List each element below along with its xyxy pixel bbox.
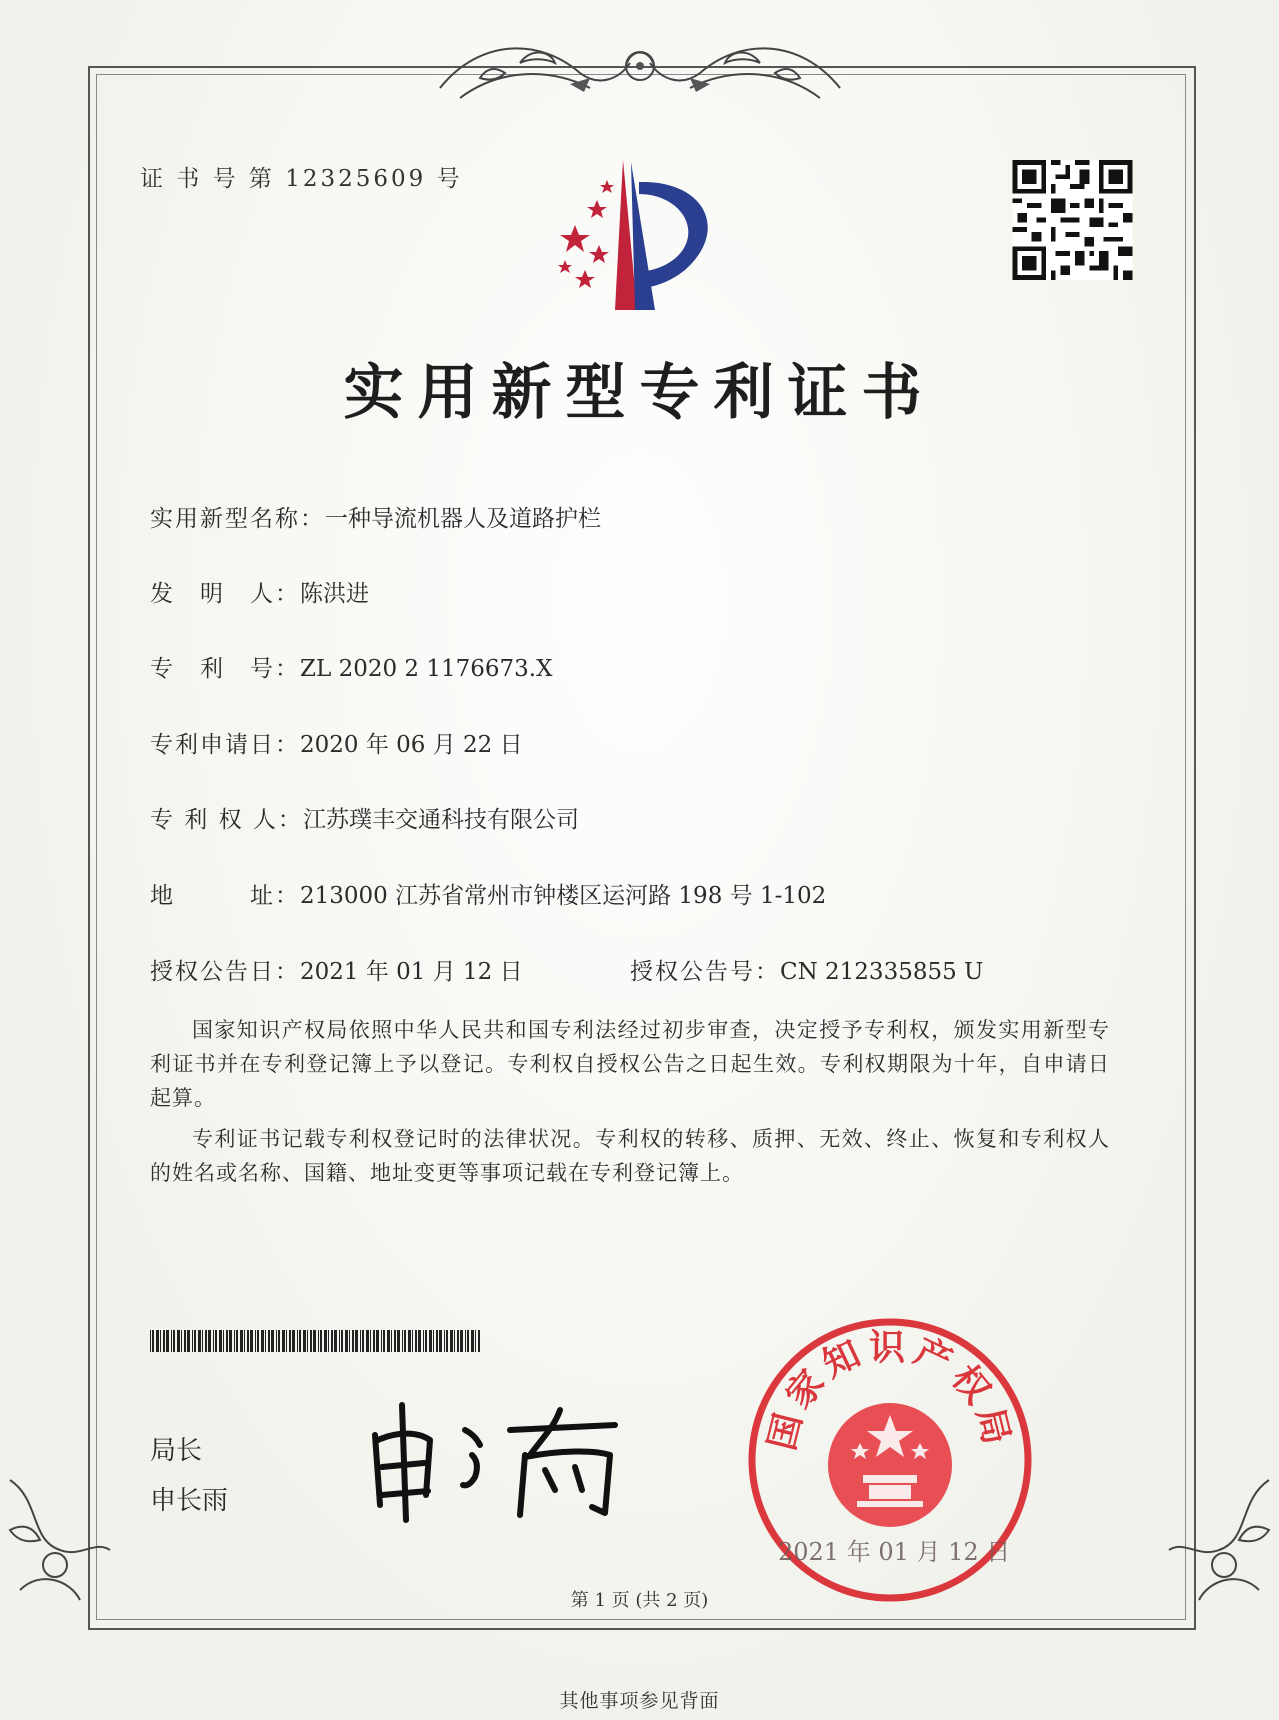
barcode-bar bbox=[177, 1330, 180, 1352]
barcode-bar bbox=[282, 1330, 285, 1352]
barcode-bar bbox=[313, 1330, 316, 1352]
address-value: 213000 江苏省常州市钟楼区运河路 198 号 1-102 bbox=[300, 883, 827, 909]
utility-model-name-row bbox=[150, 500, 601, 533]
barcode-bar bbox=[303, 1330, 306, 1352]
barcode-bar bbox=[286, 1330, 287, 1352]
barcode-bar bbox=[373, 1330, 375, 1352]
barcode-bar bbox=[171, 1330, 172, 1352]
barcode-bar bbox=[215, 1330, 217, 1352]
barcode-bar bbox=[173, 1330, 175, 1352]
barcode-bar bbox=[376, 1330, 379, 1352]
inventor-row bbox=[150, 575, 369, 608]
barcode-bar bbox=[202, 1330, 203, 1352]
barcode-bar bbox=[339, 1330, 340, 1352]
barcode-bar bbox=[255, 1330, 256, 1352]
grant-statement-paragraph: 国家知识产权局依照中华人民共和国专利法经过初步审查，决定授予专利权，颁发实用新型专利证书并在专利登记簿上予以登记。专利权自授权公告之日起生效。专利权期限为十年，自申请日起算。 bbox=[150, 1018, 1110, 1110]
barcode-bar bbox=[471, 1330, 474, 1352]
barcode-bar bbox=[457, 1330, 459, 1352]
barcode-bar bbox=[475, 1330, 476, 1352]
barcode-bar bbox=[433, 1330, 434, 1352]
barcode-bar bbox=[192, 1330, 193, 1352]
patent-number-row bbox=[150, 650, 552, 683]
barcode-bar bbox=[370, 1330, 371, 1352]
barcode-bar bbox=[439, 1330, 442, 1352]
announcement-number-row bbox=[630, 953, 983, 986]
barcode-bar bbox=[208, 1330, 211, 1352]
barcode-bar bbox=[236, 1330, 238, 1352]
barcode-bar bbox=[467, 1330, 469, 1352]
barcode-bar bbox=[425, 1330, 427, 1352]
barcode-bar bbox=[187, 1330, 190, 1352]
patentee-label: 专 利 权 人： bbox=[150, 807, 303, 833]
barcode-bar bbox=[247, 1330, 249, 1352]
inventor-label: 发 明 人： bbox=[150, 581, 300, 607]
director-signature-icon bbox=[360, 1395, 630, 1525]
barcode-bar bbox=[194, 1330, 196, 1352]
director-title: 局长 bbox=[150, 1436, 203, 1466]
barcode-bar bbox=[349, 1330, 350, 1352]
barcode-bar bbox=[352, 1330, 354, 1352]
barcode-bar bbox=[418, 1330, 421, 1352]
barcode-bar bbox=[152, 1330, 154, 1352]
barcode-bar bbox=[268, 1330, 270, 1352]
patent-number-value: ZL 2020 2 1176673.X bbox=[300, 656, 553, 682]
address-label: 地 址： bbox=[150, 883, 300, 909]
barcode-bar bbox=[478, 1330, 480, 1352]
announcement-number-label: 授权公告号： bbox=[630, 959, 780, 985]
certificate-title: 实用新型专利证书 bbox=[343, 358, 936, 428]
barcode-bar bbox=[408, 1330, 411, 1352]
barcode-bar bbox=[166, 1330, 169, 1352]
barcode-bar bbox=[341, 1330, 343, 1352]
barcode-bar bbox=[320, 1330, 322, 1352]
seal-text: 国家知识产权局 bbox=[761, 1327, 1019, 1455]
barcode-bar bbox=[234, 1330, 235, 1352]
barcode-bar bbox=[257, 1330, 259, 1352]
barcode-bar bbox=[429, 1330, 432, 1352]
certificate-number: 证 书 号 第 12325609 号 bbox=[140, 166, 463, 192]
barcode-bar bbox=[156, 1330, 159, 1352]
barcode-bar bbox=[402, 1330, 403, 1352]
barcode-bar bbox=[307, 1330, 308, 1352]
barcode-bar bbox=[423, 1330, 424, 1352]
barcode-bar bbox=[223, 1330, 224, 1352]
barcode-bar bbox=[391, 1330, 392, 1352]
barcode-bar bbox=[362, 1330, 364, 1352]
barcode-bar bbox=[450, 1330, 453, 1352]
barcode-bar bbox=[454, 1330, 455, 1352]
barcode-bar bbox=[163, 1330, 165, 1352]
utility-model-name-value: 一种导流机器人及道路护栏 bbox=[325, 506, 601, 532]
page-number: 第 1 页 (共 2 页) bbox=[570, 1590, 709, 1611]
barcode-bar bbox=[261, 1330, 264, 1352]
barcode-bar bbox=[213, 1330, 214, 1352]
qr-code-icon bbox=[1010, 160, 1135, 280]
address-row bbox=[150, 877, 826, 910]
barcode-bar bbox=[387, 1330, 390, 1352]
barcode-bar bbox=[289, 1330, 291, 1352]
announcement-date-label: 授权公告日： bbox=[150, 959, 300, 985]
barcode-bar bbox=[460, 1330, 463, 1352]
barcode-bar bbox=[244, 1330, 245, 1352]
barcode-bar bbox=[366, 1330, 369, 1352]
legal-status-paragraph: 专利证书记载专利权登记时的法律状况。专利权的转移、质押、无效、终止、恢复和专利权人的姓名或名称、国籍、地址变更等事项记载在专利登记簿上。 bbox=[150, 1127, 1110, 1185]
barcode-bar bbox=[310, 1330, 312, 1352]
barcode-bar bbox=[355, 1330, 358, 1352]
barcode-bar bbox=[160, 1330, 161, 1352]
barcode-bar bbox=[184, 1330, 186, 1352]
filing-date-label: 专利申请日： bbox=[150, 732, 300, 758]
filing-date-row bbox=[150, 726, 523, 759]
barcode-bar bbox=[345, 1330, 348, 1352]
barcode-bar bbox=[219, 1330, 222, 1352]
filing-date-value: 2020 年 06 月 22 日 bbox=[300, 732, 523, 758]
barcode-bar bbox=[240, 1330, 243, 1352]
barcode-bar bbox=[404, 1330, 406, 1352]
barcode-bar bbox=[226, 1330, 228, 1352]
footnote: 其他事项参见背面 bbox=[559, 1690, 720, 1712]
barcode-bar bbox=[415, 1330, 417, 1352]
barcode-bar bbox=[265, 1330, 266, 1352]
barcode-bar bbox=[229, 1330, 232, 1352]
barcode-bar bbox=[397, 1330, 400, 1352]
barcode-bar bbox=[297, 1330, 298, 1352]
patent-number-label: 专 利 号： bbox=[150, 656, 300, 682]
barcode-bar bbox=[278, 1330, 280, 1352]
top-ornament-icon bbox=[420, 18, 860, 118]
barcode-bar bbox=[181, 1330, 182, 1352]
director-name: 申长雨 bbox=[150, 1486, 229, 1516]
barcode-bar bbox=[328, 1330, 329, 1352]
barcode-bar bbox=[394, 1330, 396, 1352]
barcode-bar bbox=[465, 1330, 466, 1352]
announcement-date-value: 2021 年 01 月 12 日 bbox=[300, 959, 523, 985]
inventor-value: 陈洪进 bbox=[300, 581, 369, 607]
barcode-icon bbox=[150, 1330, 480, 1352]
barcode-bar bbox=[205, 1330, 207, 1352]
barcode-bar bbox=[446, 1330, 448, 1352]
barcode-bar bbox=[198, 1330, 201, 1352]
barcode-bar bbox=[360, 1330, 361, 1352]
barcode-bar bbox=[276, 1330, 277, 1352]
barcode-bar bbox=[436, 1330, 438, 1352]
barcode-bar bbox=[271, 1330, 274, 1352]
utility-model-name-label: 实用新型名称： bbox=[150, 506, 325, 532]
barcode-bar bbox=[412, 1330, 413, 1352]
barcode-bar bbox=[250, 1330, 253, 1352]
barcode-bar bbox=[324, 1330, 327, 1352]
seal-date: 2021 年 01 月 12 日 bbox=[778, 1538, 1011, 1566]
announcement-number-value: CN 212335855 U bbox=[780, 959, 984, 985]
patentee-value: 江苏璞丰交通科技有限公司 bbox=[302, 807, 579, 833]
patent-office-emblem-icon bbox=[535, 160, 735, 310]
barcode-bar bbox=[444, 1330, 445, 1352]
barcode-bar bbox=[383, 1330, 385, 1352]
barcode-bar bbox=[331, 1330, 333, 1352]
barcode-bar bbox=[150, 1330, 151, 1352]
announcement-date-row bbox=[150, 953, 523, 986]
barcode-bar bbox=[299, 1330, 301, 1352]
barcode-bar bbox=[318, 1330, 319, 1352]
barcode-bar bbox=[334, 1330, 337, 1352]
barcode-bar bbox=[292, 1330, 295, 1352]
patentee-row bbox=[150, 801, 579, 834]
barcode-bar bbox=[381, 1330, 382, 1352]
